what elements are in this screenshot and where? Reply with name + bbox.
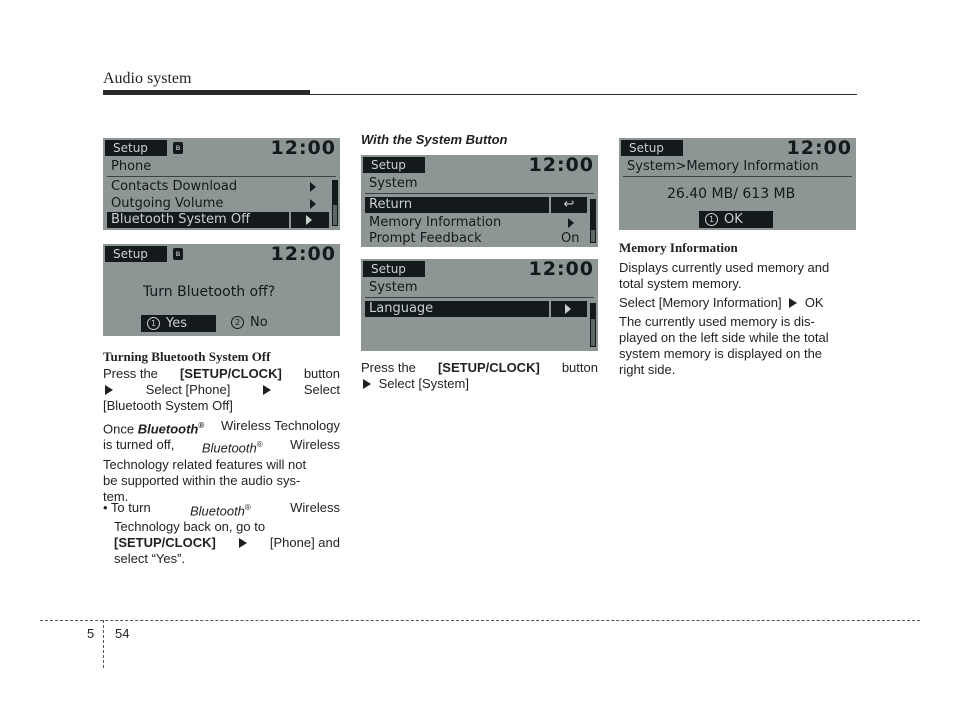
text-fragment: [SETUP/CLOCK] (179, 366, 282, 381)
bullet-turn-bt-back-on (103, 500, 340, 567)
clock-display: 12:00 (270, 244, 336, 265)
arrow-right-icon (363, 379, 371, 389)
text-fragment: select “Yes”. (114, 551, 186, 567)
menu-item-label: Memory Information (369, 215, 502, 230)
menu-item-label: Prompt Feedback (369, 231, 482, 246)
no-label: No (250, 315, 268, 330)
text-fragment: OK (804, 295, 824, 310)
text-fragment: button (303, 366, 340, 381)
menu-item-return[interactable] (365, 197, 549, 213)
text-fragment: Technology back on, go to (114, 519, 266, 535)
menu-title: System (369, 176, 418, 191)
footer-divider (103, 620, 104, 668)
text-fragment: played on the left side while the total (619, 330, 829, 345)
ok-button[interactable] (699, 211, 773, 228)
text-fragment: [SETUP/CLOCK] (437, 360, 540, 375)
clock-display: 12:00 (270, 138, 336, 159)
footer-section-number: 5 (87, 626, 95, 641)
text-fragment: Press the (103, 366, 158, 381)
menu-item-label: Outgoing Volume (111, 196, 224, 211)
text-fragment: Wireless (290, 500, 340, 515)
return-icon: ↩ (563, 197, 575, 212)
footer-page-number: 54 (115, 626, 130, 641)
menu-title: Phone (111, 159, 152, 174)
menu-item-arrow-box (291, 212, 329, 228)
text-fragment: Select (303, 382, 340, 397)
chevron-right-icon (306, 215, 312, 225)
menu-item-memory-information[interactable] (365, 215, 587, 231)
arrow-right-icon (263, 385, 271, 395)
no-button[interactable] (227, 315, 297, 331)
menu-item-language[interactable] (365, 301, 549, 317)
menu-item-label: Return (369, 197, 413, 212)
text-fragment: Wireless (290, 437, 340, 453)
screen-system-language (361, 259, 598, 351)
prompt-feedback-value: On (561, 231, 580, 246)
menu-item-bluetooth-system-off[interactable] (107, 212, 289, 228)
text-fragment: • To turn (103, 500, 151, 515)
clock-display: 12:00 (786, 138, 852, 159)
bluetooth-icon: ʙ (173, 248, 183, 260)
chevron-right-icon (565, 304, 571, 314)
screen-system-menu (361, 155, 598, 247)
instruction-paragraph-system (361, 360, 598, 392)
scrollbar[interactable] (332, 180, 338, 226)
text-fragment: Bluetooth (189, 503, 245, 519)
text-fragment: Wireless Technology (221, 418, 340, 433)
setup-tab: Setup (363, 261, 425, 277)
scrollbar-thumb[interactable] (333, 181, 337, 205)
instruction-paragraph-1 (103, 366, 340, 414)
text-fragment: system memory is displayed on the (619, 346, 823, 361)
section-heading-memory-information: Memory Information (619, 240, 738, 255)
chevron-right-icon (310, 199, 316, 209)
page-header-title: Audio system (103, 70, 192, 87)
menu-item-label: Contacts Download (111, 179, 238, 194)
text-fragment: right side. (619, 362, 676, 377)
ok-label: OK (724, 212, 743, 227)
section-heading-system-button: With the System Button (361, 132, 508, 147)
menu-item-arrow-box (551, 301, 587, 317)
preset-2-icon: 2 (231, 316, 244, 329)
memory-select-instruction (619, 295, 856, 311)
registered-mark: ® (198, 421, 205, 430)
text-fragment: button (561, 360, 598, 375)
instruction-paragraph-2 (103, 418, 340, 505)
header-rule (103, 94, 857, 95)
text-fragment: tem. (103, 488, 129, 504)
text-fragment: [Bluetooth System Off] (103, 398, 233, 413)
text-fragment: Select [System] (378, 376, 469, 391)
text-fragment: Bluetooth (201, 440, 257, 456)
title-divider (365, 193, 594, 194)
title-divider (623, 176, 852, 177)
screen-phone-menu (103, 138, 340, 230)
preset-1-icon: 1 (147, 317, 160, 330)
scrollbar-thumb[interactable] (591, 304, 595, 319)
footer-rule (40, 620, 920, 621)
menu-item-contacts-download[interactable] (107, 179, 329, 195)
text-fragment: be supported within the audio sys- (103, 472, 301, 488)
text-fragment: Once (103, 421, 135, 437)
scrollbar[interactable] (590, 199, 596, 243)
text-fragment: is turned off, (103, 437, 175, 453)
text-fragment: Displays currently used memory and (619, 260, 830, 275)
chevron-right-icon (310, 182, 316, 192)
text-fragment: [SETUP/CLOCK] (114, 535, 216, 551)
section-heading-turning-bt-off: Turning Bluetooth System Off (103, 349, 271, 364)
preset-1-icon: 1 (705, 213, 718, 226)
text-fragment: Technology related features will not (103, 456, 307, 472)
memory-usage-value: 26.40 MB/ 613 MB (667, 186, 796, 202)
text-fragment: total system memory. (619, 276, 742, 291)
setup-tab: Setup (621, 140, 683, 156)
screen-bluetooth-off-confirm (103, 244, 340, 336)
scrollbar[interactable] (590, 303, 596, 347)
yes-label: Yes (166, 316, 187, 331)
arrow-right-icon (105, 385, 113, 395)
registered-mark: ® (244, 503, 251, 512)
clock-display: 12:00 (528, 259, 594, 280)
yes-button[interactable] (141, 315, 216, 332)
screen-memory-information (619, 138, 856, 230)
scrollbar-thumb[interactable] (591, 200, 595, 230)
registered-mark: ® (256, 440, 263, 450)
menu-title: System>Memory Information (627, 159, 819, 174)
memory-description-paragraph (619, 260, 856, 292)
text-fragment: [Phone] and (269, 535, 340, 551)
bluetooth-icon: ʙ (173, 142, 183, 154)
arrow-right-icon (239, 538, 247, 548)
setup-tab: Setup (363, 157, 425, 173)
menu-item-label: Bluetooth System Off (111, 212, 251, 227)
arrow-right-icon (789, 298, 797, 308)
text-fragment: Press the (361, 360, 416, 375)
text-fragment: The currently used memory is dis- (619, 314, 815, 329)
menu-title: System (369, 280, 418, 295)
return-icon-box (551, 197, 587, 213)
clock-display: 12:00 (528, 155, 594, 176)
menu-item-prompt-feedback[interactable] (365, 231, 587, 247)
text-fragment: Select [Phone] (145, 382, 231, 397)
setup-tab: Setup (105, 140, 167, 156)
chevron-right-icon (568, 218, 574, 228)
menu-item-outgoing-volume[interactable] (107, 196, 329, 212)
title-divider (365, 297, 594, 298)
setup-tab: Setup (105, 246, 167, 262)
memory-display-paragraph (619, 314, 856, 378)
menu-item-label: Language (369, 301, 434, 316)
confirm-prompt: Turn Bluetooth off? (143, 284, 276, 300)
text-fragment: Bluetooth (137, 421, 199, 437)
text-fragment: Select [Memory Information] (619, 295, 782, 310)
title-divider (107, 176, 336, 177)
